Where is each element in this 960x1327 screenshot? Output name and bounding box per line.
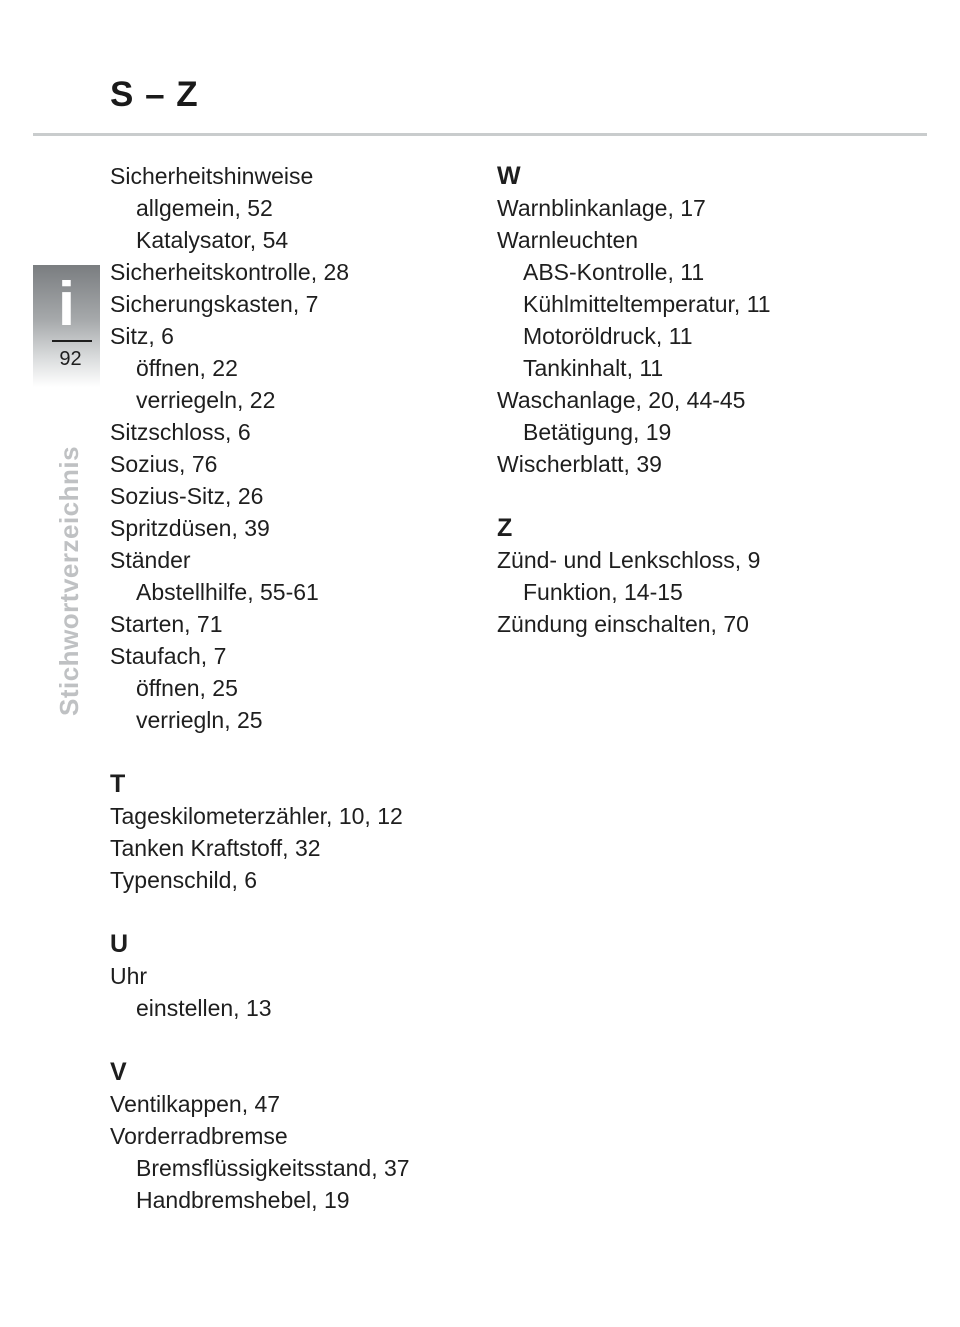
index-letter-heading: V — [110, 1058, 127, 1086]
index-subentry: Betätigung, 19 — [523, 419, 672, 445]
index-subentry: öffnen, 25 — [136, 675, 238, 701]
index-entry: Spritzdüsen, 39 — [110, 515, 270, 541]
index-entry: Sozius, 76 — [110, 451, 218, 477]
page-title: S – Z — [110, 75, 199, 114]
index-section — [497, 512, 857, 640]
header-divider — [33, 133, 927, 136]
index-subentry: ABS-Kontrolle, 11 — [523, 259, 705, 285]
index-column-right — [497, 160, 857, 640]
index-entry: Sicherheitskontrolle, 28 — [110, 259, 350, 285]
index-subentry: Motoröldruck, 11 — [523, 323, 693, 349]
index-entry: Uhr — [110, 963, 148, 989]
index-entry: Tanken Kraftstoff, 32 — [110, 835, 321, 861]
index-entry: Sitz, 6 — [110, 323, 174, 349]
index-subentry: öffnen, 22 — [136, 355, 238, 381]
index-subentry: verriegeln, 22 — [136, 387, 276, 413]
index-subentry: Katalysator, 54 — [136, 227, 289, 253]
index-entry: Vorderradbremse — [110, 1123, 288, 1149]
index-entry: Zündung einschalten, 70 — [497, 611, 749, 637]
index-entry: Sicherheitshinweise — [110, 163, 314, 189]
index-entry: Starten, 71 — [110, 611, 223, 637]
index-letter-heading: U — [110, 930, 129, 958]
index-column-left — [110, 160, 470, 1216]
index-entry: Waschanlage, 20, 44-45 — [497, 387, 746, 413]
index-letter-heading: Z — [497, 514, 513, 542]
index-section — [110, 160, 470, 736]
index-entry: Staufach, 7 — [110, 643, 227, 669]
index-subentry: verriegln, 25 — [136, 707, 263, 733]
index-section — [497, 160, 857, 480]
index-entry: Ständer — [110, 547, 191, 573]
index-entry: Tageskilometerzähler, 10, 12 — [110, 803, 403, 829]
index-subentry: einstellen, 13 — [136, 995, 272, 1021]
index-entry: Wischerblatt, 39 — [497, 451, 662, 477]
index-subentry: Handbremshebel, 19 — [136, 1187, 350, 1213]
index-subentry: Tankinhalt, 11 — [523, 355, 664, 381]
page-number: 92 — [59, 348, 82, 370]
index-subentry: Kühlmitteltemperatur, 11 — [523, 291, 771, 317]
index-subentry: Bremsflüssigkeitsstand, 37 — [136, 1155, 410, 1181]
index-entry: Sitzschloss, 6 — [110, 419, 251, 445]
info-tab-letter: i — [57, 270, 76, 339]
tab-divider — [52, 340, 92, 342]
index-subentry: Abstellhilfe, 55-61 — [136, 579, 319, 605]
section-label: Stichwortverzeichnis — [54, 445, 84, 716]
index-letter-heading: W — [497, 162, 521, 190]
index-entry: Typenschild, 6 — [110, 867, 258, 893]
index-section — [110, 768, 470, 896]
index-section — [110, 928, 470, 1024]
index-section — [110, 1056, 470, 1216]
index-entry: Warnblinkanlage, 17 — [497, 195, 706, 221]
index-subentry: Funktion, 14-15 — [523, 579, 683, 605]
index-entry: Zünd- und Lenkschloss, 9 — [497, 547, 761, 573]
index-letter-heading: T — [110, 770, 126, 798]
index-entry: Ventilkappen, 47 — [110, 1091, 281, 1117]
index-entry: Sicherungskasten, 7 — [110, 291, 319, 317]
index-entry: Warnleuchten — [497, 227, 639, 253]
index-subentry: allgemein, 52 — [136, 195, 273, 221]
index-entry: Sozius-Sitz, 26 — [110, 483, 264, 509]
